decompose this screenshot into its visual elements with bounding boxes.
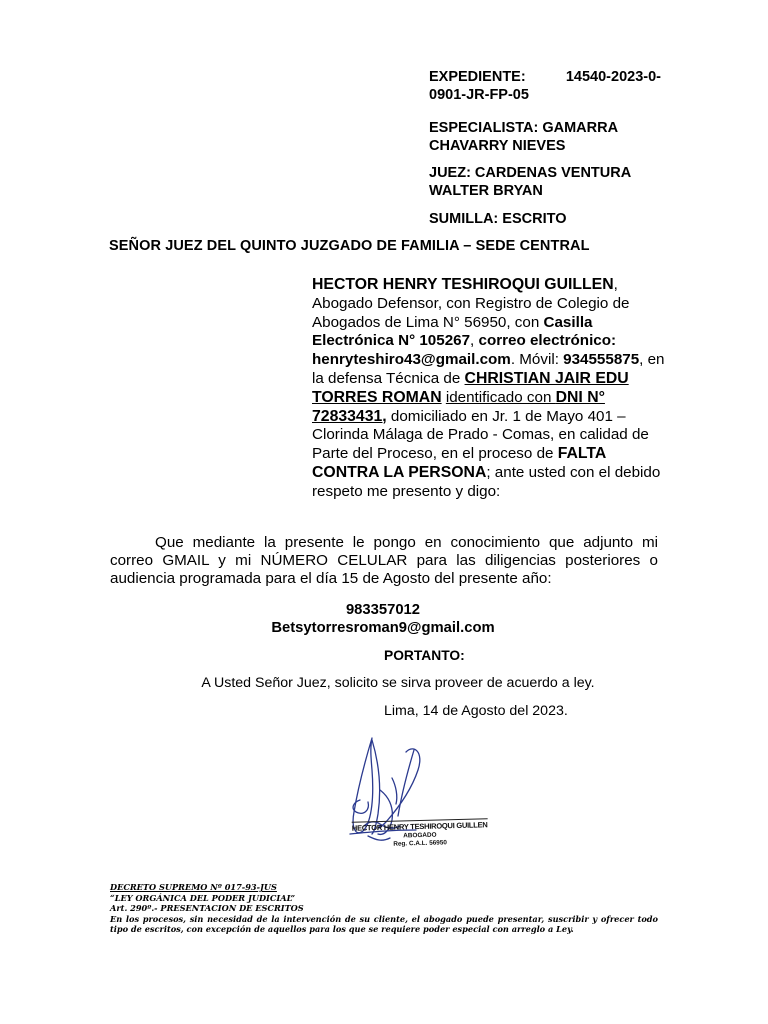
especialista-block bbox=[429, 119, 661, 155]
client-dni: DNI N° 72833431, bbox=[312, 388, 605, 425]
juez-line1: JUEZ: CARDENAS VENTURA bbox=[429, 165, 632, 181]
expediente-label: EXPEDIENTE: bbox=[429, 69, 526, 85]
lawyer-email: henryteshiro43@gmail.com bbox=[312, 351, 511, 369]
lawyer-stamp bbox=[352, 818, 488, 849]
correo-label: correo electrónico: bbox=[478, 332, 617, 350]
expediente-number-part1: 14540-2023-0- bbox=[565, 69, 661, 85]
client-name: CHRISTIAN JAIR EDU TORRES ROMAN bbox=[312, 369, 629, 406]
portanto-heading: PORTANTO: bbox=[384, 648, 465, 663]
especialista-line1: ESPECIALISTA: GAMARRA bbox=[429, 120, 619, 136]
intro-text-4: . Móvil: bbox=[510, 351, 564, 369]
intro-text-7: domiciliado en Jr. 1 de Mayo 401 – Clorinda Málaga de Prado - Comas, en calidad de Parte del Proceso, en el proceso de bbox=[312, 407, 649, 463]
footer-texto: En los procesos, sin necesidad de la intervención de su cliente, el abogado puede presentar, suscribir y ofrecer todo tipo de escritos, con excepción de aquellos para los que se requiere poder especial con arreglo a Ley. bbox=[110, 913, 658, 935]
casilla-electronica: Casilla Electrónica N° 105267 bbox=[312, 313, 593, 350]
intro-text-8: ; ante usted con el debido respeto me presento y digo: bbox=[312, 463, 661, 500]
body-paragraph: Que mediante la presente le pongo en conocimiento que adjunto mi correo GMAIL y mi NÚMERO CELULAR para las diligencias posteriores o audiencia programada para el día 15 de Agosto del presente año: bbox=[110, 534, 658, 588]
footer-decreto: DECRETO SUPREMO Nº 017-93-JUS bbox=[110, 882, 277, 892]
legal-footer bbox=[110, 882, 658, 935]
identificado-text: identificado con bbox=[445, 388, 556, 406]
juez-line2: WALTER BRYAN bbox=[429, 183, 543, 199]
stamp-registration: Reg. C.A.L. 56950 bbox=[393, 839, 448, 848]
footer-articulo: Art. 290º.- PRESENTACION DE ESCRITOS bbox=[110, 903, 304, 914]
intro-text-5: , en la defensa Técnica de bbox=[312, 351, 665, 387]
intro-text-1: , Abogado Defensor, con Registro de Colegio de Abogados de Lima N° 56950, con bbox=[312, 276, 630, 331]
juez-block bbox=[429, 164, 661, 200]
lawyer-name: HECTOR HENRY TESHIROQUI GUILLEN bbox=[312, 276, 614, 293]
especialista-line2: CHAVARRY NIEVES bbox=[429, 138, 566, 154]
sumilla: SUMILLA: ESCRITO bbox=[429, 211, 567, 227]
stamp-name: HECTOR HENRY TESHIROQUI GUILLEN bbox=[351, 820, 488, 833]
lawyer-mobile: 934555875 bbox=[563, 351, 640, 369]
footer-ley: “LEY ORGÁNICA DEL PODER JUDICIAL” bbox=[110, 892, 296, 903]
request-line: A Usted Señor Juez, solicito se sirva proveer de acuerdo a ley. bbox=[201, 675, 595, 691]
expediente-number-part2: 0901-JR-FP-05 bbox=[429, 87, 529, 103]
addressee-heading: SEÑOR JUEZ DEL QUINTO JUZGADO DE FAMILIA – SEDE CENTRAL bbox=[109, 238, 590, 254]
stamp-role: ABOGADO bbox=[403, 831, 437, 840]
intro-text-2: , bbox=[470, 332, 479, 350]
date-line: Lima, 14 de Agosto del 2023. bbox=[384, 703, 568, 719]
expediente-block bbox=[429, 68, 661, 104]
intro-paragraph bbox=[312, 276, 668, 502]
proceso-type: FALTA CONTRA LA PERSONA bbox=[312, 445, 606, 481]
contact-email: Betsytorresroman9@gmail.com bbox=[271, 620, 495, 636]
contact-phone: 983357012 bbox=[345, 602, 421, 618]
